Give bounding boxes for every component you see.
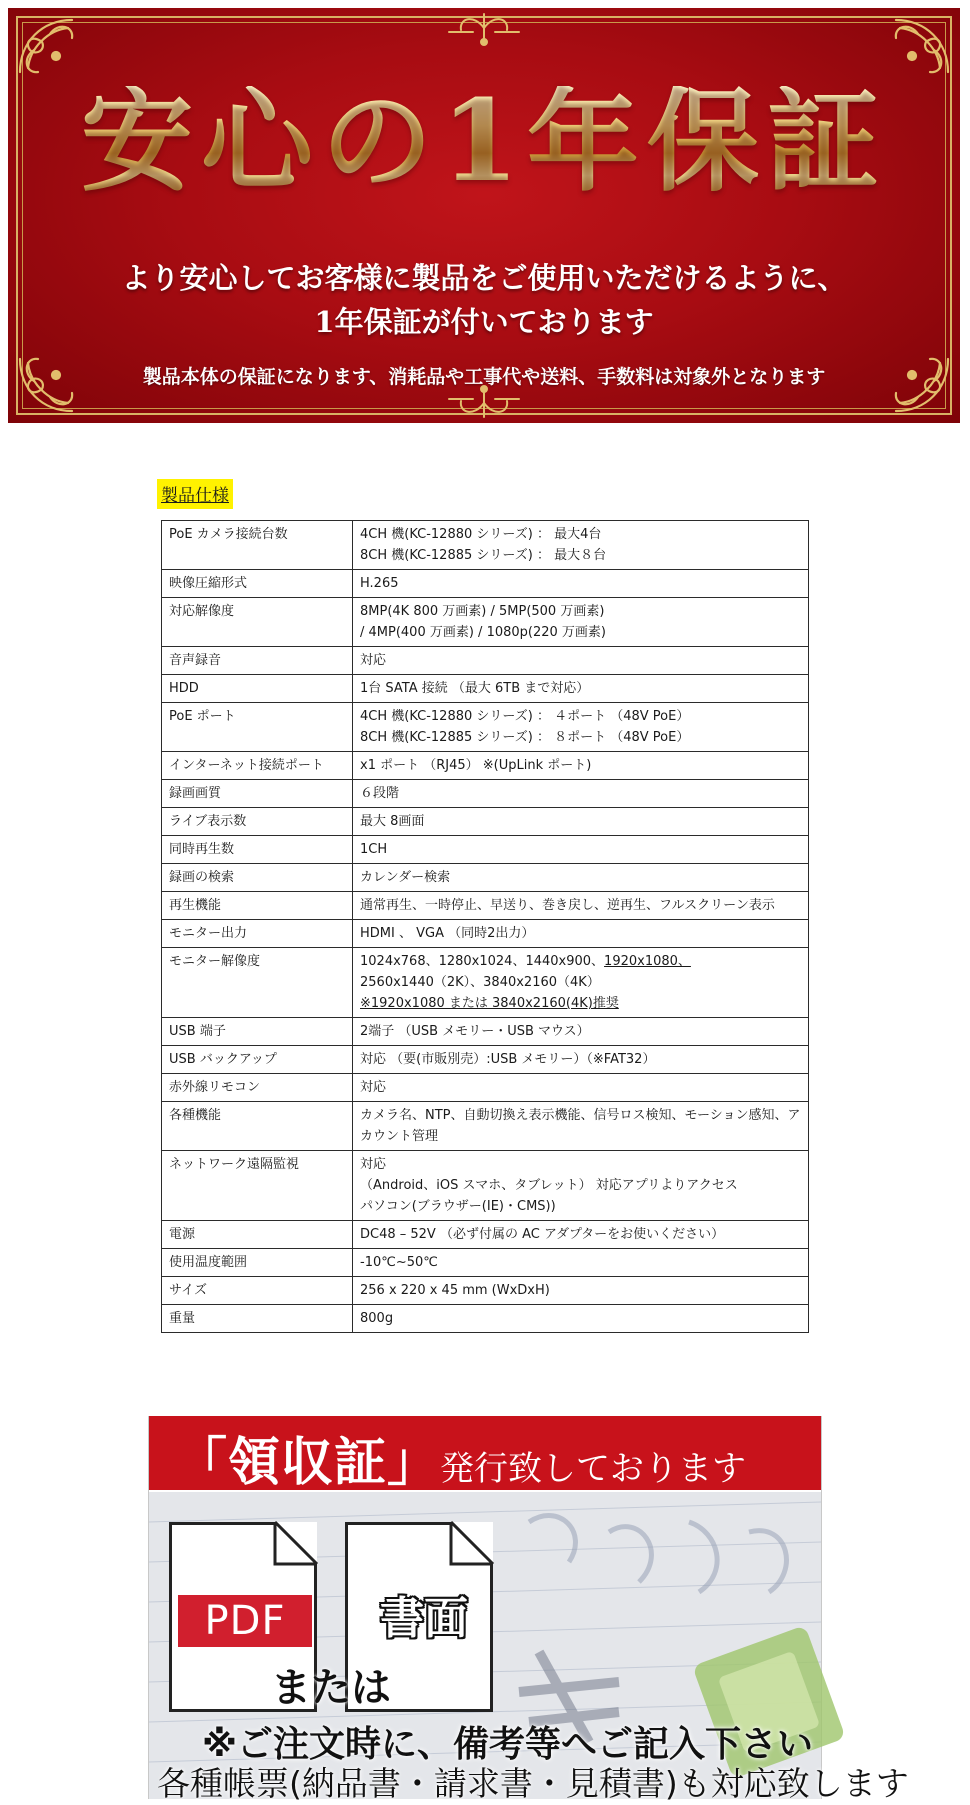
table-row: [162, 780, 809, 808]
spec-key: HDD: [162, 675, 353, 703]
spec-value: [353, 1305, 809, 1333]
spec-value: [353, 675, 809, 703]
paper-label: 書面: [380, 1593, 468, 1644]
spec-key: 録画の検索: [162, 864, 353, 892]
spec-value-line: [360, 951, 801, 972]
spec-value: [353, 864, 809, 892]
spec-key: 映像圧縮形式: [162, 570, 353, 598]
spec-value-line: （Android、iOS スマホ、タブレット） 対応アプリよりアクセス: [360, 1178, 738, 1193]
spec-value-line: 1台 SATA 接続 （最大 6TB まで対応）: [360, 681, 590, 696]
spec-value-line: 4CH 機(KC-12880 シリーズ) ： ４ポート （48V PoE）: [360, 709, 690, 724]
spec-value-line: 対応 （要(市販別売）:USB メモリー）（※FAT32）: [360, 1052, 656, 1067]
table-row: [162, 1151, 809, 1221]
table-row: [162, 1249, 809, 1277]
table-row: [162, 647, 809, 675]
spec-value-line: 対応: [360, 1080, 387, 1095]
spec-key: 同時再生数: [162, 836, 353, 864]
spec-value-line: -10℃~50℃: [360, 1255, 438, 1270]
spec-value-line: HDMI 、 VGA （同時2出力）: [360, 926, 535, 941]
spec-key: ネットワーク遠隔監視: [162, 1151, 353, 1221]
warranty-title: 安心の1年保証: [8, 86, 960, 198]
spec-value: [353, 892, 809, 920]
spec-key: 再生機能: [162, 892, 353, 920]
spec-value-line: 対応: [360, 653, 387, 668]
table-row: [162, 752, 809, 780]
spec-value: [353, 570, 809, 598]
spec-value: [353, 1221, 809, 1249]
spec-key: インターネット接続ポート: [162, 752, 353, 780]
spec-key: 使用温度範囲: [162, 1249, 353, 1277]
or-text: または: [271, 1665, 391, 1711]
ornament-top-icon: [439, 10, 529, 50]
spec-value-line: 2560x1440（2K）、3840x2160（4K）: [360, 975, 600, 990]
spec-value: [353, 1046, 809, 1074]
table-row: [162, 864, 809, 892]
spec-value-line: カメラ名、NTP、自動切換え表示機能、信号ロス検知、モーション感知、アカウント管理: [360, 1108, 801, 1144]
spec-value-line: 通常再生、一時停止、早送り、巻き戻し、逆再生、フルスクリーン表示: [360, 898, 775, 913]
spec-value-line: 256 x 220 x 45 mm (WxDxH): [360, 1283, 550, 1298]
spec-heading: 製品仕様: [157, 479, 233, 509]
table-row: [162, 1018, 809, 1046]
spec-value-line: 800g: [360, 1311, 394, 1326]
spec-key: 赤外線リモコン: [162, 1074, 353, 1102]
spec-value: [353, 808, 809, 836]
spec-key: 重量: [162, 1305, 353, 1333]
receipt-forms-note: 各種帳票(納品書・請求書・見積書)も対応致します: [157, 1764, 909, 1803]
table-row: [162, 570, 809, 598]
warranty-banner: [8, 8, 960, 423]
spec-value: [353, 1277, 809, 1305]
spec-key: 録画画質: [162, 780, 353, 808]
spec-value: [353, 780, 809, 808]
spec-key: 各種機能: [162, 1102, 353, 1151]
table-row: [162, 1102, 809, 1151]
table-row: [162, 1305, 809, 1333]
spec-key: モニター出力: [162, 920, 353, 948]
spec-value-line: 8CH 機(KC-12885 シリーズ) ： ８ポート （48V PoE）: [360, 730, 690, 745]
spec-value-line: ６段階: [360, 786, 400, 801]
spec-value: [353, 1249, 809, 1277]
spec-value-line: 4CH 機(KC-12880 シリーズ) ： 最大4台: [360, 527, 602, 542]
warranty-note: 製品本体の保証になります、消耗品や工事代や送料、手数料は対象外となります: [142, 366, 826, 388]
receipt-title-main: 「領収証」: [175, 1433, 441, 1493]
spec-key: USB 端子: [162, 1018, 353, 1046]
spec-value-line: カレンダー検索: [360, 870, 451, 885]
table-row: [162, 1221, 809, 1249]
spec-value: [353, 521, 809, 570]
spec-value: [353, 948, 809, 1018]
spec-key: モニター解像度: [162, 948, 353, 1018]
spec-value-line: 8CH 機(KC-12885 シリーズ) ： 最大８台: [360, 548, 607, 563]
spec-value: [353, 1074, 809, 1102]
spec-key: 対応解像度: [162, 598, 353, 647]
spec-value-line: 1CH: [360, 842, 388, 857]
spec-value: [353, 836, 809, 864]
receipt-title-sub: 発行致しております: [440, 1449, 747, 1489]
table-row: [162, 1046, 809, 1074]
table-row: [162, 521, 809, 570]
table-row: [162, 675, 809, 703]
warranty-subtitle-line: 1年保証が付いております: [314, 305, 654, 339]
pdf-label: PDF: [178, 1595, 312, 1647]
table-row: [162, 892, 809, 920]
spec-value: [353, 647, 809, 675]
spec-value-line: パソコン(ブラウザー(IE)・CMS)): [360, 1199, 556, 1214]
warranty-subtitle-line: より安心してお客様に製品をご使用いただけるように、: [121, 261, 847, 295]
spec-value: [353, 703, 809, 752]
spec-value-line: x1 ポート （RJ45） ※(UpLink ポート): [360, 758, 592, 773]
spec-value-line: H.265: [360, 576, 399, 591]
spec-key: サイズ: [162, 1277, 353, 1305]
spec-value-line: / 4MP(400 万画素) / 1080p(220 万画素): [360, 625, 606, 640]
spec-value-text: 1024x768、1280x1024、1440x900、: [360, 954, 605, 969]
spec-value-line: 2端子 （USB メモリー・USB マウス）: [360, 1024, 590, 1039]
spec-value-line: 対応: [360, 1157, 387, 1172]
spec-value-line: ※1920x1080 または 3840x2160(4K)推奨: [360, 996, 619, 1011]
spec-value: [353, 1102, 809, 1151]
table-row: [162, 948, 809, 1018]
warranty-subtitle: [8, 256, 960, 344]
spec-key: 電源: [162, 1221, 353, 1249]
table-row: [162, 1074, 809, 1102]
receipt-header: [149, 1416, 821, 1492]
spec-table-body: [162, 521, 809, 1333]
spec-value: [353, 752, 809, 780]
table-row: [162, 836, 809, 864]
spec-value-line: 8MP(4K 800 万画素) / 5MP(500 万画素): [360, 604, 605, 619]
spec-value: [353, 598, 809, 647]
spec-value-line: DC48 – 52V （必ず付属の AC アダプターをお使いください）: [360, 1227, 725, 1242]
spec-key: ライブ表示数: [162, 808, 353, 836]
spec-table: [161, 520, 809, 1333]
spec-value: [353, 1151, 809, 1221]
table-row: [162, 808, 809, 836]
receipt-title: [175, 1420, 746, 1495]
spec-key: PoE ポート: [162, 703, 353, 752]
receipt-note: ※ご注文時に、備考等へご記入下さい: [202, 1724, 813, 1765]
table-row: [162, 1277, 809, 1305]
spec-key: 音声録音: [162, 647, 353, 675]
spec-key: USB バックアップ: [162, 1046, 353, 1074]
spec-value-line: 最大 8画面: [360, 814, 425, 829]
table-row: [162, 703, 809, 752]
table-row: [162, 920, 809, 948]
table-row: [162, 598, 809, 647]
spec-key: PoE カメラ接続台数: [162, 521, 353, 570]
receipt-banner: [148, 1416, 909, 1803]
spec-value: [353, 1018, 809, 1046]
spec-value-highlight: 1920x1080、: [604, 954, 691, 969]
spec-value: [353, 920, 809, 948]
